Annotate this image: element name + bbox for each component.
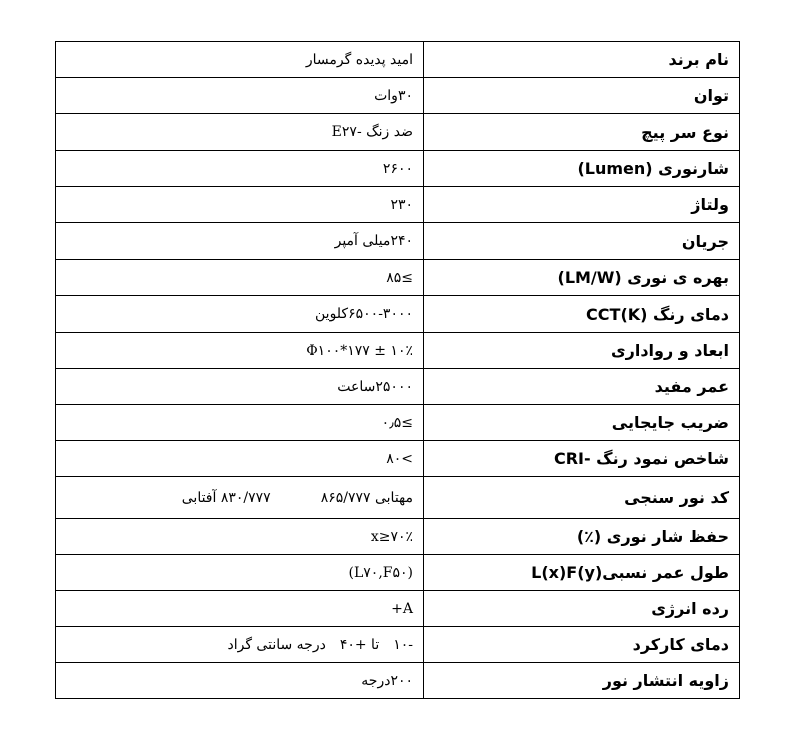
row-label: ابعاد و رواداری xyxy=(424,333,740,369)
row-label: جریان xyxy=(424,223,740,260)
spec-table xyxy=(55,41,740,699)
row-value: امید پدیده گرمسار xyxy=(56,42,424,78)
row-value: ۶۵۰۰-۳۰۰۰کلوین xyxy=(56,296,424,333)
table-row xyxy=(56,591,740,627)
row-value: ۳۰وات xyxy=(56,78,424,114)
photometric-code-cool: مهتابی ۸۶۵/۷۷۷ xyxy=(320,489,413,506)
table-row xyxy=(56,333,740,369)
temp-unit: درجه سانتی گراد xyxy=(227,636,326,653)
row-label: دمای کارکرد xyxy=(424,627,740,663)
table-row xyxy=(56,405,740,441)
table-row xyxy=(56,663,740,699)
temp-max: تا +۴۰ xyxy=(339,636,380,653)
table-row xyxy=(56,187,740,223)
table-row xyxy=(56,151,740,187)
row-value: ۲۰۰درجه xyxy=(56,663,424,699)
table-row xyxy=(56,42,740,78)
row-label: دمای رنگ CCT(K) xyxy=(424,296,740,333)
row-value: ۲۴۰میلی آمپر xyxy=(56,223,424,260)
table-row xyxy=(56,260,740,296)
row-label: رده انرژی xyxy=(424,591,740,627)
row-value: ضد زنگ -E۲۷ xyxy=(56,114,424,151)
row-label: طول عمر نسبیL(x)F(y) xyxy=(424,555,740,591)
row-label: شاخص نمود رنگ -CRI xyxy=(424,441,740,477)
table-row xyxy=(56,441,740,477)
table-row xyxy=(56,296,740,333)
row-value: >۸۰ xyxy=(56,441,424,477)
row-label: عمر مفید xyxy=(424,369,740,405)
row-value xyxy=(56,477,424,519)
row-label: زاویه انتشار نور xyxy=(424,663,740,699)
row-label: ولتاژ xyxy=(424,187,740,223)
row-value: ۲۵۰۰۰ساعت xyxy=(56,369,424,405)
row-value: ۲۶۰۰ xyxy=(56,151,424,187)
table-row xyxy=(56,627,740,663)
row-value: ۲۳۰ xyxy=(56,187,424,223)
row-label: کد نور سنجی xyxy=(424,477,740,519)
row-label: نوع سر پیچ xyxy=(424,114,740,151)
row-value: A+ xyxy=(56,591,424,627)
row-label: ضریب جایجایی xyxy=(424,405,740,441)
row-label: شارنوری (Lumen) xyxy=(424,151,740,187)
row-value: x≥۷۰٪ xyxy=(56,519,424,555)
row-label: توان xyxy=(424,78,740,114)
row-value: ≥۸۵ xyxy=(56,260,424,296)
photometric-code-warm: ۸۳۰/۷۷۷ آفتابی xyxy=(181,489,271,506)
row-label: حفظ شار نوری (٪) xyxy=(424,519,740,555)
table-row xyxy=(56,78,740,114)
row-value: ≥۰٫۵ xyxy=(56,405,424,441)
row-label: بهره ی نوری (LM/W) xyxy=(424,260,740,296)
table-row xyxy=(56,223,740,260)
table-row xyxy=(56,369,740,405)
table-row xyxy=(56,477,740,519)
temp-min: -۱۰ xyxy=(393,636,413,653)
row-value xyxy=(56,627,424,663)
table-row xyxy=(56,555,740,591)
row-value: (L۷۰,F۵۰) xyxy=(56,555,424,591)
row-value: Φ۱۰۰*۱۷۷ ± ۱۰٪ xyxy=(56,333,424,369)
table-row xyxy=(56,519,740,555)
row-label: نام برند xyxy=(424,42,740,78)
table-row xyxy=(56,114,740,151)
